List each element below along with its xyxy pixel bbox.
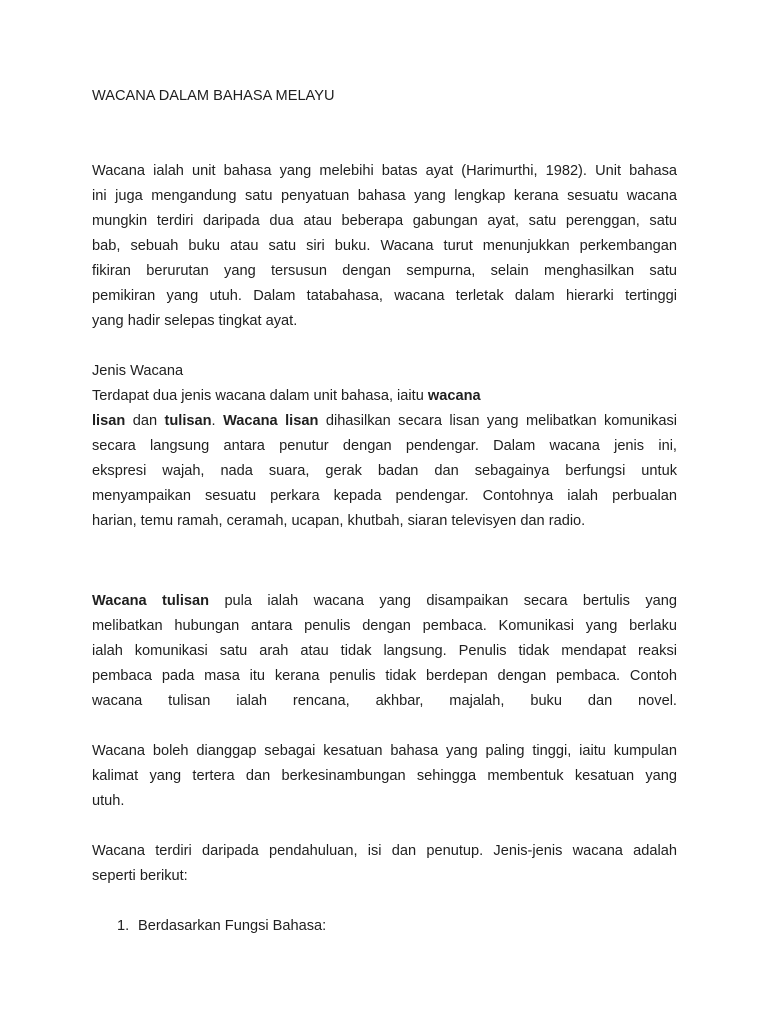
text-run: dihasilkan secara lisan yang melibatkan komunikasi bbox=[318, 413, 678, 429]
text-line: bab, sebuah buku atau satu siri buku. Wacana turut menunjukkan perkembangan bbox=[92, 238, 677, 254]
text-run: Terdapat dua jenis wacana dalam unit bahasa, iaitu bbox=[92, 388, 428, 404]
text-line: ekspresi wajah, nada suara, gerak badan dan sebagainya berfungsi untuk bbox=[92, 463, 677, 479]
bold-term: Wacana tulisan bbox=[92, 593, 210, 609]
text-line: kalimat yang tertera dan berkesinambungan sehingga membentuk kesatuan yang bbox=[92, 768, 677, 784]
section-heading: Jenis Wacana bbox=[92, 363, 184, 379]
text-line: Wacana terdiri daripada pendahuluan, isi dan penutup. Jenis-jenis wacana adalah bbox=[92, 843, 677, 859]
text-line: Wacana boleh dianggap sebagai kesatuan bahasa yang paling tinggi, iaitu kumpulan bbox=[92, 743, 677, 759]
text-line: melibatkan hubungan antara penulis dengan pembaca. Komunikasi yang berlaku bbox=[92, 618, 677, 634]
text-line: pembaca pada masa itu kerana penulis tidak berdepan dengan pembaca. Contoh bbox=[92, 668, 677, 684]
document-title: WACANA DALAM BAHASA MELAYU bbox=[92, 88, 335, 104]
text-line bbox=[92, 384, 677, 409]
text-line: pemikiran yang utuh. Dalam tatabahasa, wacana terletak dalam hierarki tertinggi bbox=[92, 288, 677, 304]
text-line: Wacana ialah unit bahasa yang melebihi batas ayat (Harimurthi, 1982). Unit bahasa bbox=[92, 163, 677, 179]
paragraph-highest-unit bbox=[92, 739, 677, 814]
list-item bbox=[92, 914, 677, 939]
text-run: pula ialah wacana yang disampaikan secara bertulis yang bbox=[209, 593, 677, 609]
text-line: secara langsung antara penutur dengan pendengar. Dalam wacana jenis ini, bbox=[92, 438, 677, 454]
bold-term: tulisan bbox=[164, 413, 212, 429]
bold-term: lisan bbox=[92, 413, 126, 429]
text-line: yang hadir selepas tingkat ayat. bbox=[92, 313, 298, 329]
text-line: wacana tulisan ialah rencana, akhbar, majalah, buku dan novel. bbox=[92, 693, 677, 709]
paragraph-structure bbox=[92, 839, 677, 889]
paragraph-spoken-discourse bbox=[92, 384, 677, 534]
list-item-text: Berdasarkan Fungsi Bahasa: bbox=[138, 918, 327, 934]
text-line: utuh. bbox=[92, 793, 125, 809]
text-line: ialah komunikasi satu arah atau tidak langsung. Penulis tidak mendapat reaksi bbox=[92, 643, 677, 659]
bold-term: Wacana lisan bbox=[223, 413, 319, 429]
text-line bbox=[92, 589, 677, 614]
paragraph-written-discourse bbox=[92, 589, 677, 714]
text-line: menyampaikan sesuatu perkara kepada pendengar. Contohnya ialah perbualan bbox=[92, 488, 677, 504]
text-line: harian, temu ramah, ceramah, ucapan, khutbah, siaran televisyen dan radio. bbox=[92, 513, 586, 529]
document-page bbox=[92, 84, 677, 939]
text-line bbox=[92, 409, 677, 434]
text-line: ini juga mengandung satu penyatuan bahasa yang lengkap kerana sesuatu wacana bbox=[92, 188, 677, 204]
text-run: dan bbox=[125, 413, 165, 429]
paragraph-definition bbox=[92, 159, 677, 334]
list-number: 1. bbox=[117, 918, 130, 934]
text-line: seperti berikut: bbox=[92, 868, 188, 884]
text-line: fikiran berurutan yang tersusun dengan sempurna, selain menghasilkan satu bbox=[92, 263, 677, 279]
text-run: . bbox=[211, 413, 224, 429]
text-line: mungkin terdiri daripada dua atau beberapa gabungan ayat, satu perenggan, satu bbox=[92, 213, 677, 229]
bold-term: wacana bbox=[427, 388, 481, 404]
